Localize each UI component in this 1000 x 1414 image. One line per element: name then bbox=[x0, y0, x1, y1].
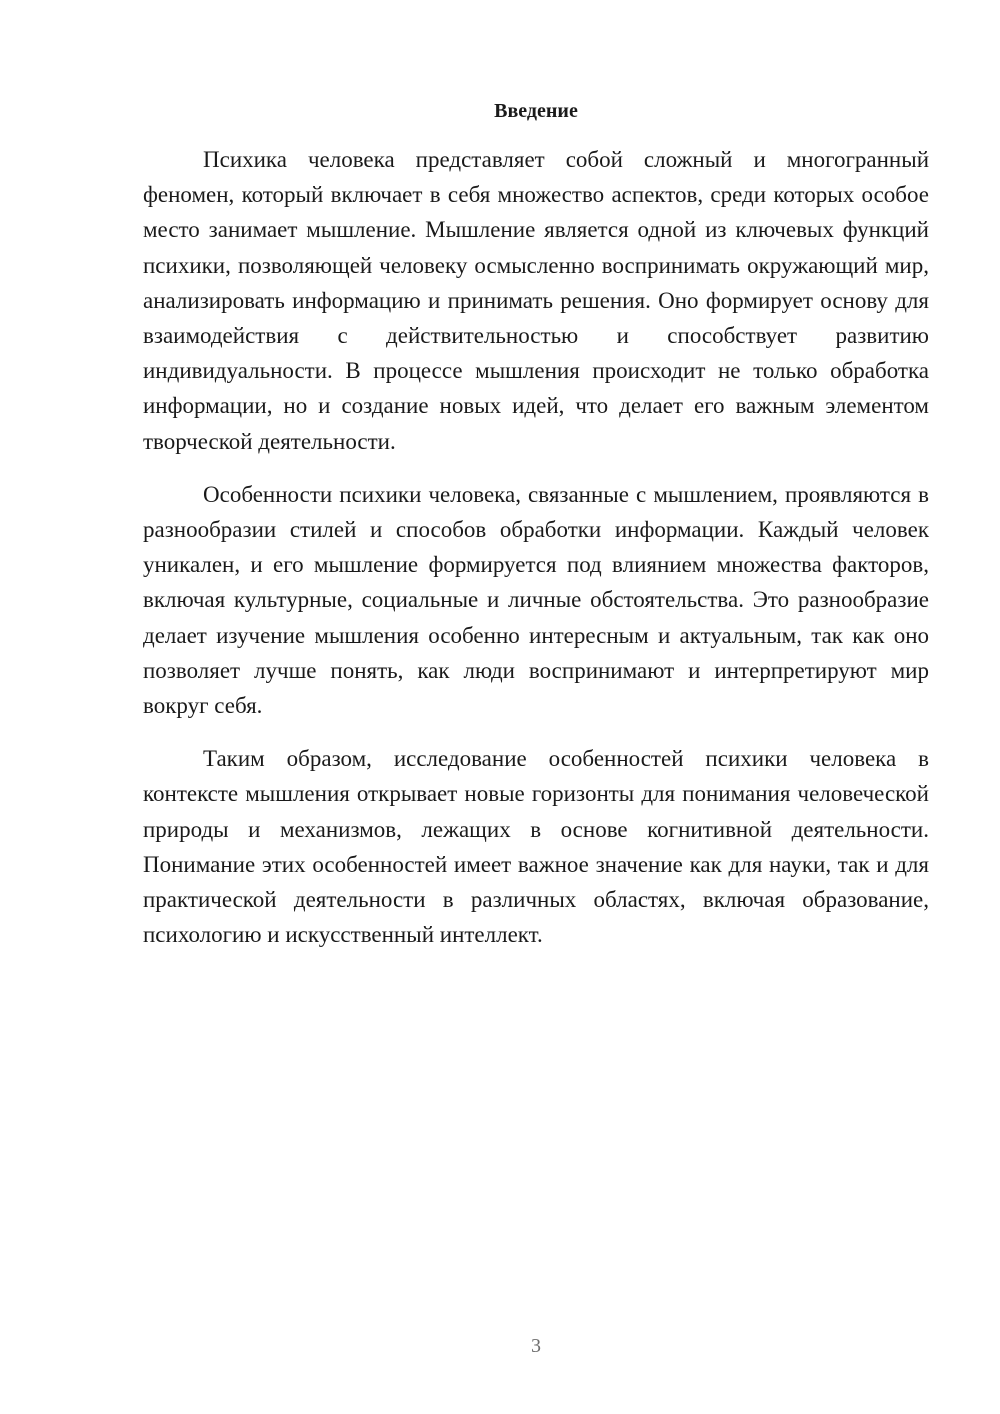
paragraph: Особенности психики человека, связанные с мышлением, проявляются в разнообразии стилей и способов обработки информации. Каждый человек уникален, и его мышление формируется под влиянием множества факторов, включая культурные, социальные и личные обстоятельства. Это разнообразие делает изучение мышления особенно интересным и актуальным, так как оно позволяет лучше понять, как люди воспринимают и интерпретируют мир вокруг себя. bbox=[143, 481, 929, 719]
page-number: 3 bbox=[531, 1335, 541, 1357]
body-text bbox=[143, 142, 929, 952]
section-heading: Введение bbox=[494, 100, 578, 122]
paragraph: Таким образом, исследование особенностей психики человека в контексте мышления открывает новые горизонты для понимания человеческой природы и механизмов, лежащих в основе когнитивной деятельности. Понимание этих особенностей имеет важное значение как для науки, так и для практической деятельности в различных областях, включая образование, психологию и искусственный интеллект. bbox=[143, 746, 929, 948]
paragraph: Психика человека представляет собой сложный и многогранный феномен, который включает в себя множество аспектов, среди которых особое место занимает мышление. Мышление является одной из ключевых функций психики, позволяющей человеку осмысленно воспринимать окружающий мир, анализировать информацию и принимать решения. Оно формирует основу для взаимодействия с действительностью и способствует развитию индивидуальности. В процессе мышления происходит не только обработка информации, но и создание новых идей, что делает его важным элементом творческой деятельности. bbox=[143, 147, 929, 454]
